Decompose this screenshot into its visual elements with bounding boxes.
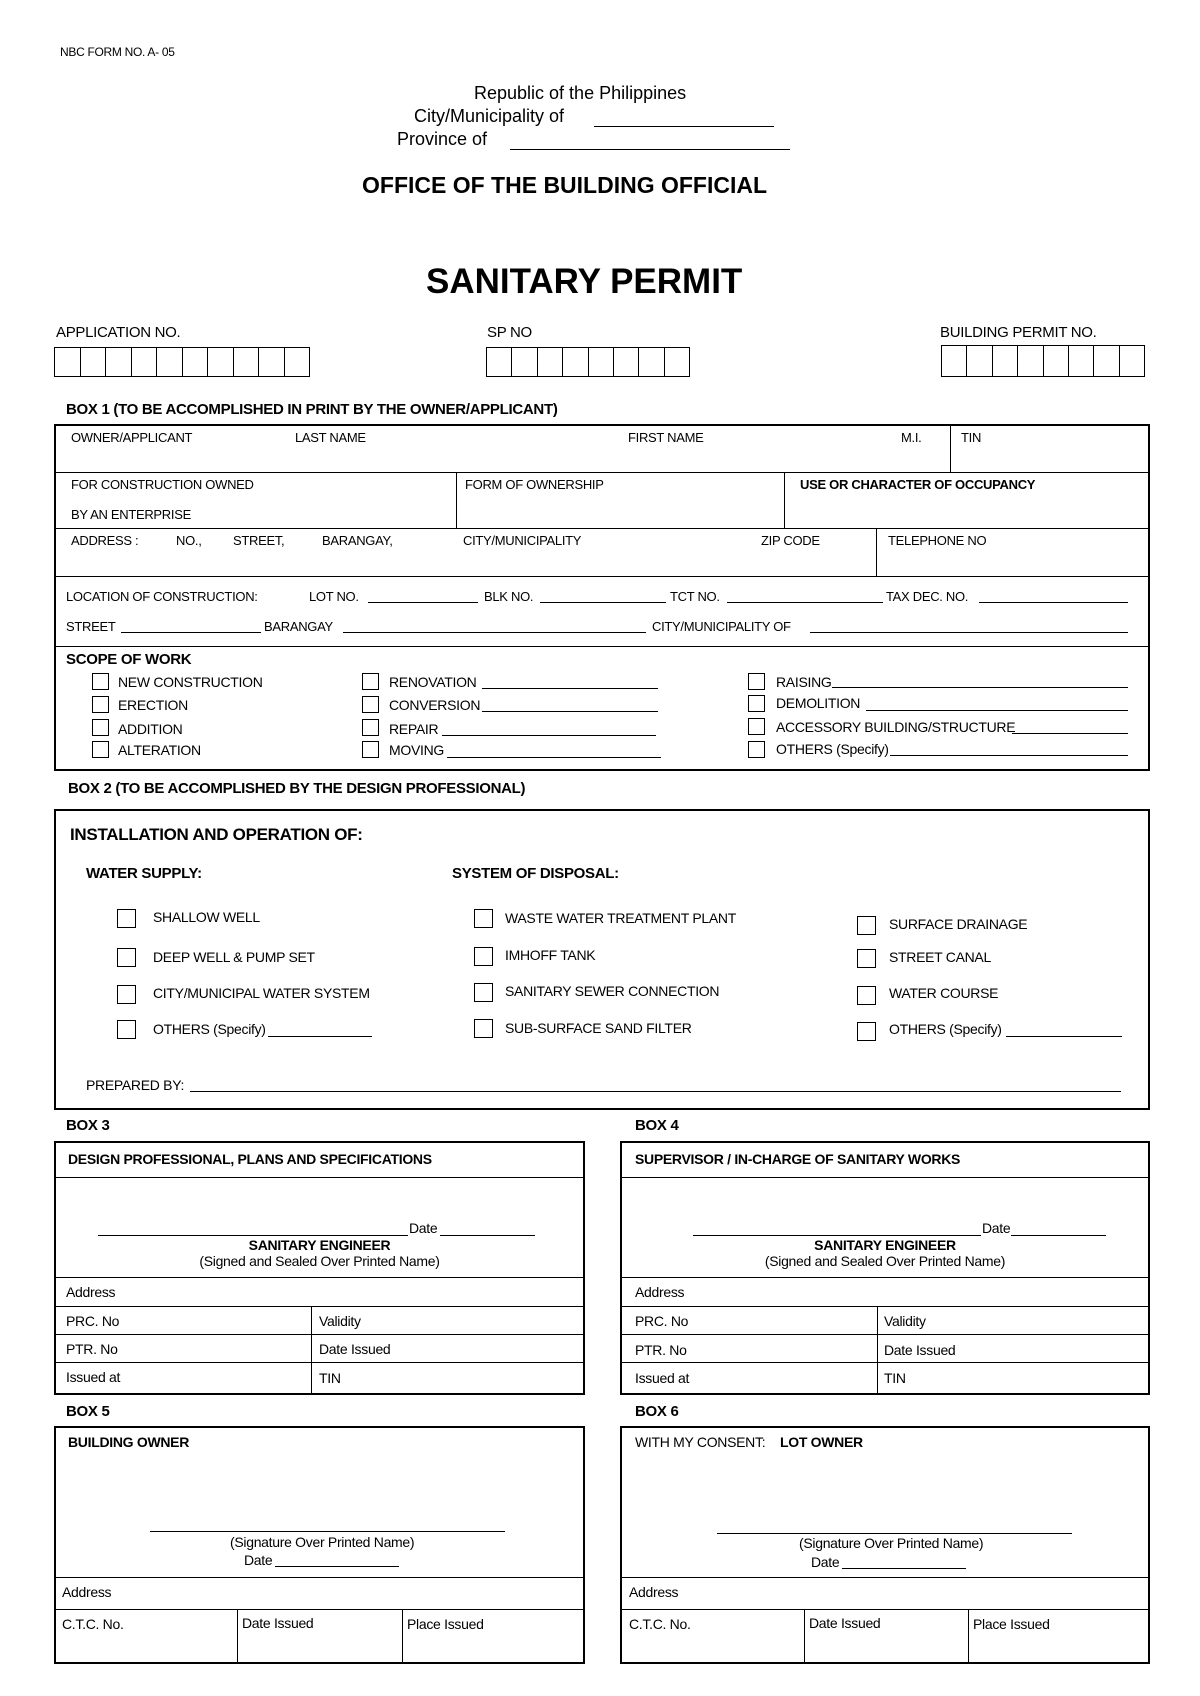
box5-signature-line[interactable] <box>150 1531 505 1532</box>
renovation-label: RENOVATION <box>389 674 477 690</box>
location-label: LOCATION OF CONSTRUCTION: <box>66 589 258 604</box>
shallow-well-label: SHALLOW WELL <box>153 909 260 925</box>
lot-no-label: LOT NO. <box>309 589 359 604</box>
tin-label: TIN <box>961 430 982 445</box>
box4-tin-label: TIN <box>884 1370 906 1386</box>
last-name-label: LAST NAME <box>295 430 366 445</box>
form-of-ownership-label: FORM OF OWNERSHIP <box>465 477 604 492</box>
moving-label: MOVING <box>389 742 444 758</box>
street-label: STREET <box>66 619 116 634</box>
box6-date-issued-label: Date Issued <box>809 1615 881 1631</box>
repair-label: REPAIR <box>389 721 439 737</box>
mi-label: M.I. <box>901 430 922 445</box>
sand-filter-label: SUB-SURFACE SAND FILTER <box>505 1020 692 1036</box>
box6-title: LOT OWNER <box>780 1434 863 1450</box>
sp-no-cells[interactable] <box>486 347 690 377</box>
demolition-checkbox[interactable] <box>748 695 765 712</box>
new-construction-checkbox[interactable] <box>92 673 109 690</box>
imhoff-checkbox[interactable] <box>474 947 493 966</box>
erection-label: ERECTION <box>118 697 188 713</box>
demolition-label: DEMOLITION <box>776 695 861 711</box>
others-disposal-checkbox[interactable] <box>857 1022 876 1041</box>
owner-label: OWNER/APPLICANT <box>71 430 193 445</box>
enterprise-label: BY AN ENTERPRISE <box>71 507 191 522</box>
street-canal-checkbox[interactable] <box>857 949 876 968</box>
box4-title: SUPERVISOR / IN-CHARGE OF SANITARY WORKS <box>635 1151 961 1167</box>
box2-heading: BOX 2 (TO BE ACCOMPLISHED BY THE DESIGN PROFESSIONAL) <box>68 780 526 797</box>
others-disposal-label: OTHERS (Specify) <box>889 1021 1002 1037</box>
box5-ctc-label: C.T.C. No. <box>62 1616 124 1632</box>
box4-issued-at-label: Issued at <box>635 1370 690 1386</box>
others-water-checkbox[interactable] <box>117 1020 136 1039</box>
repair-checkbox[interactable] <box>362 719 379 736</box>
address-no-label: NO., <box>176 533 202 548</box>
surface-drainage-checkbox[interactable] <box>857 916 876 935</box>
box3-date-issued-label: Date Issued <box>319 1341 391 1357</box>
city-label: City/Municipality of <box>414 106 565 126</box>
application-no-cells[interactable] <box>54 347 310 377</box>
sewer-label: SANITARY SEWER CONNECTION <box>505 983 720 999</box>
box6-signature-line[interactable] <box>717 1533 1072 1534</box>
prepared-by-line[interactable] <box>190 1091 1121 1092</box>
box3-issued-at-label: Issued at <box>66 1369 121 1385</box>
sp-no-label: SP NO <box>487 324 532 341</box>
box3-signed-note: (Signed and Sealed Over Printed Name) <box>199 1253 440 1269</box>
others-scope-label: OTHERS (Specify) <box>776 741 889 757</box>
surface-drainage-label: SURFACE DRAINAGE <box>889 916 1028 932</box>
box3-validity-label: Validity <box>319 1313 361 1329</box>
box3-ptr-label: PTR. No <box>66 1341 118 1357</box>
zip-code-label: ZIP CODE <box>761 533 820 548</box>
box6-heading: BOX 6 <box>635 1403 679 1420</box>
box5-heading: BOX 5 <box>66 1403 110 1420</box>
raising-label: RAISING <box>776 674 832 690</box>
barangay-label: BARANGAY <box>264 619 333 634</box>
page-title: SANITARY PERMIT <box>426 262 743 301</box>
box1-heading: BOX 1 (TO BE ACCOMPLISHED IN PRINT BY THE OWNER/APPLICANT) <box>66 401 558 418</box>
office-title: OFFICE OF THE BUILDING OFFICIAL <box>362 172 768 198</box>
construction-owned-label: FOR CONSTRUCTION OWNED <box>71 477 254 492</box>
province-input-line[interactable] <box>510 149 790 150</box>
box6-address-label: Address <box>629 1584 679 1600</box>
disposal-title: SYSTEM OF DISPOSAL: <box>452 865 619 882</box>
tct-no-label: TCT NO. <box>670 589 720 604</box>
telephone-label: TELEPHONE NO <box>888 533 987 548</box>
deep-well-label: DEEP WELL & PUMP SET <box>153 949 315 965</box>
erection-checkbox[interactable] <box>92 696 109 713</box>
province-label: Province of <box>397 129 488 149</box>
box3-heading: BOX 3 <box>66 1117 110 1134</box>
new-construction-label: NEW CONSTRUCTION <box>118 674 263 690</box>
address-label: ADDRESS : <box>71 533 139 548</box>
address-barangay-label: BARANGAY, <box>322 533 393 548</box>
raising-checkbox[interactable] <box>748 673 765 690</box>
box4-heading: BOX 4 <box>635 1117 679 1134</box>
installation-title: INSTALLATION AND OPERATION OF: <box>70 825 363 844</box>
building-permit-no-cells[interactable] <box>941 345 1145 377</box>
box4-validity-label: Validity <box>884 1313 926 1329</box>
box3-prc-label: PRC. No <box>66 1313 120 1329</box>
box6-signature-label: (Signature Over Printed Name) <box>799 1535 984 1551</box>
box6-consent-label: WITH MY CONSENT: <box>635 1434 766 1450</box>
moving-checkbox[interactable] <box>362 741 379 758</box>
republic-label: Republic of the Philippines <box>474 83 687 103</box>
shallow-well-checkbox[interactable] <box>117 909 136 928</box>
application-no-label: APPLICATION NO. <box>56 324 181 341</box>
imhoff-label: IMHOFF TANK <box>505 947 596 963</box>
box4-date-label: Date <box>982 1220 1011 1236</box>
sand-filter-checkbox[interactable] <box>474 1019 493 1038</box>
box6-ctc-label: C.T.C. No. <box>629 1616 691 1632</box>
box5-date-label: Date <box>244 1552 273 1568</box>
box4-role: SANITARY ENGINEER <box>814 1237 956 1253</box>
conversion-checkbox[interactable] <box>362 696 379 713</box>
box3-title: DESIGN PROFESSIONAL, PLANS AND SPECIFICATIONS <box>68 1151 432 1167</box>
scope-of-work-title: SCOPE OF WORK <box>66 651 192 668</box>
wwtp-checkbox[interactable] <box>474 909 493 928</box>
city-input-line[interactable] <box>594 126 774 127</box>
address-city-label: CITY/MUNICIPALITY <box>463 533 582 548</box>
tax-dec-label: TAX DEC. NO. <box>886 589 969 604</box>
box4-ptr-label: PTR. No <box>635 1342 687 1358</box>
renovation-checkbox[interactable] <box>362 673 379 690</box>
box5-signature-label: (Signature Over Printed Name) <box>230 1534 415 1550</box>
city-municipality-label: CITY/MUNICIPALITY OF <box>652 619 791 634</box>
box3-address-label: Address <box>66 1284 116 1300</box>
box4-address-label: Address <box>635 1284 685 1300</box>
alteration-checkbox[interactable] <box>92 741 109 758</box>
others-water-label: OTHERS (Specify) <box>153 1021 266 1037</box>
box5-title: BUILDING OWNER <box>68 1434 190 1450</box>
box4-prc-label: PRC. No <box>635 1313 689 1329</box>
form-number: NBC FORM NO. A- 05 <box>60 45 175 59</box>
water-supply-title: WATER SUPPLY: <box>86 865 202 882</box>
box5-place-issued-label: Place Issued <box>407 1616 484 1632</box>
prepared-by-label: PREPARED BY: <box>86 1077 185 1093</box>
use-occupancy-label: USE OR CHARACTER OF OCCUPANCY <box>800 477 1036 492</box>
accessory-building-label: ACCESSORY BUILDING/STRUCTURE <box>776 719 1016 735</box>
box3-date-label: Date <box>409 1220 438 1236</box>
accessory-building-checkbox[interactable] <box>748 718 765 735</box>
addition-label: ADDITION <box>118 721 183 737</box>
first-name-label: FIRST NAME <box>628 430 704 445</box>
street-canal-label: STREET CANAL <box>889 949 991 965</box>
sewer-checkbox[interactable] <box>474 983 493 1002</box>
alteration-label: ALTERATION <box>118 742 201 758</box>
blk-no-label: BLK NO. <box>484 589 534 604</box>
box6-date-label: Date <box>811 1554 840 1570</box>
wwtp-label: WASTE WATER TREATMENT PLANT <box>505 910 736 926</box>
city-water-label: CITY/MUNICIPAL WATER SYSTEM <box>153 985 370 1001</box>
address-street-label: STREET, <box>233 533 285 548</box>
box3-role: SANITARY ENGINEER <box>248 1237 391 1253</box>
box3-tin-label: TIN <box>319 1370 341 1386</box>
conversion-label: CONVERSION <box>389 697 481 713</box>
water-course-label: WATER COURSE <box>889 985 999 1001</box>
box6-place-issued-label: Place Issued <box>973 1616 1050 1632</box>
building-permit-no-label: BUILDING PERMIT NO. <box>940 324 1097 341</box>
addition-checkbox[interactable] <box>92 719 109 736</box>
box5-date-issued-label: Date Issued <box>242 1615 314 1631</box>
deep-well-checkbox[interactable] <box>117 948 136 967</box>
box5-address-label: Address <box>62 1584 112 1600</box>
water-course-checkbox[interactable] <box>857 986 876 1005</box>
city-water-checkbox[interactable] <box>117 985 136 1004</box>
others-scope-checkbox[interactable] <box>748 741 765 758</box>
box4-date-issued-label: Date Issued <box>884 1342 956 1358</box>
box4-signed-note: (Signed and Sealed Over Printed Name) <box>764 1253 1006 1269</box>
